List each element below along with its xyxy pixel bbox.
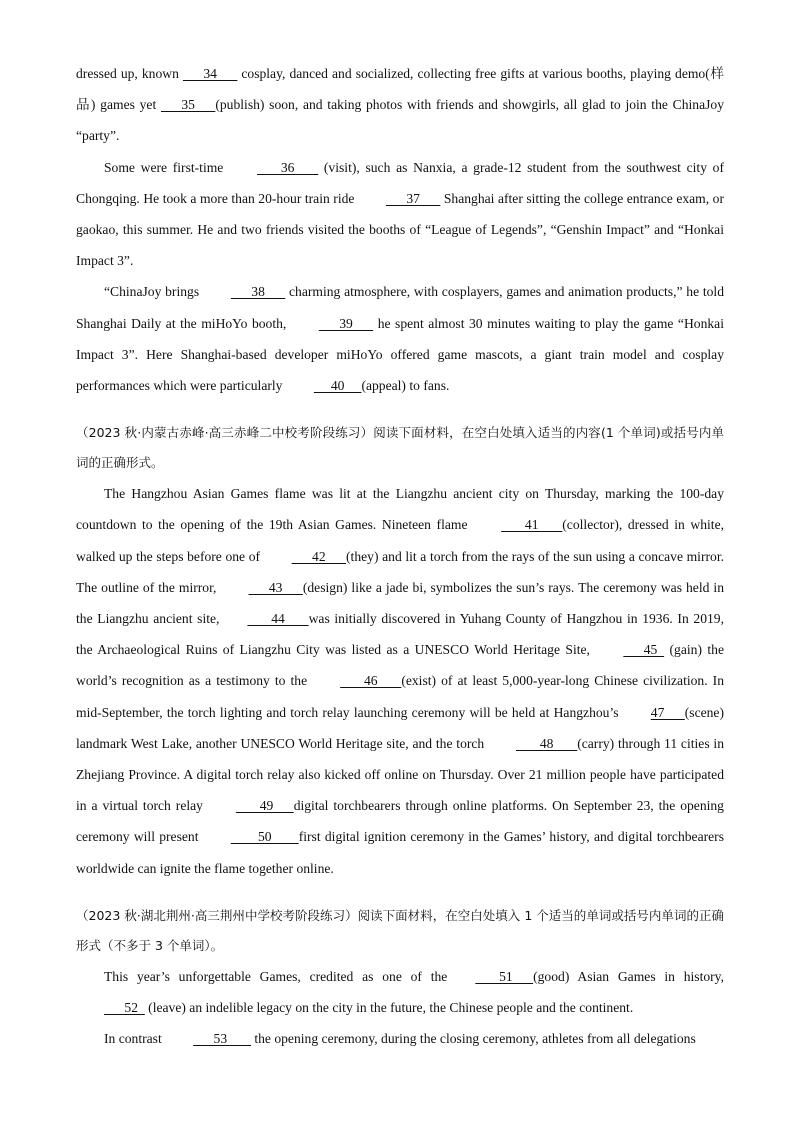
s1-paragraph-3 bbox=[76, 276, 724, 401]
text-run: (design) like a jade bi, symbolizes the sun’s rays. The ceremony was held in the Liangzhu ancient site, bbox=[76, 579, 724, 627]
text-run: (good) Asian Games in history, bbox=[533, 968, 724, 984]
answer-blank[interactable]: 43 bbox=[248, 579, 303, 595]
text-run: was initially discovered in Yuhang County of Hangzhou in 1936. In 2019, the Archaeological Ruins of Liangzhu City was listed as a UNESCO World Heritage Site, bbox=[76, 611, 724, 658]
text-run: the opening ceremony, during the closing ceremony, athletes from all delegations bbox=[250, 1031, 696, 1047]
text-run: he spent almost 30 minutes waiting to play the game “Honkai Impact 3”. Here Shanghai-based developer miHoYo offered game mascots, a giant train model and cosplay performances which were particularly bbox=[76, 315, 724, 394]
section-gap bbox=[76, 884, 724, 901]
text-run: (carry) through 11 cities in Zhejiang Province. A digital torch relay also kicked off online on Thursday. Over 21 million people have participated in a virtual torch relay bbox=[76, 735, 724, 814]
text-run: (they) and lit a torch from the rays of the sun using a concave mirror. The outline of the mirror, bbox=[76, 548, 724, 595]
s1-paragraph-1 bbox=[76, 58, 724, 152]
text-run: cosplay, danced and socialized, collecting free gifts at various booths, playing demo(样品) games yet bbox=[76, 66, 724, 113]
answer-blank[interactable]: 40 bbox=[313, 378, 362, 394]
text-run: Some were first-time bbox=[104, 159, 230, 175]
text-run: charming atmosphere, with cosplayers, games and animation products,” he told Shanghai Daily at the miHoYo booth, bbox=[76, 284, 724, 331]
answer-blank[interactable]: 48 bbox=[516, 735, 578, 751]
text-run: (visit), such as Nanxia, a grade-12 student from the southwest city of Chongqing. He took a more than 20-hour train ride bbox=[76, 159, 724, 206]
answer-blank[interactable]: 49 bbox=[235, 798, 294, 814]
text-run: Shanghai after sitting the college entrance exam, or gaokao, this summer. He and two friends visited the booths of “League of Legends”, “Genshin Impact” and “Honkai Impact 3”. bbox=[76, 190, 724, 269]
text-run: digital torchbearers through online platforms. On September 23, the opening ceremony will present bbox=[76, 798, 724, 845]
text-run: (publish) soon, and taking photos with friends and showgirls, all glad to join the ChinaJoy “party”. bbox=[76, 97, 724, 144]
text-run: In contrast bbox=[104, 1031, 166, 1047]
answer-blank[interactable]: 41 bbox=[501, 517, 563, 533]
answer-blank[interactable]: 47 bbox=[650, 704, 685, 720]
answer-blank[interactable]: 52 bbox=[104, 1000, 145, 1016]
text-run: (leave) an indelible legacy on the city in the future, the Chinese people and the continent. bbox=[144, 1000, 634, 1016]
s1-paragraph-2 bbox=[76, 152, 724, 277]
text-run: (appeal) to fans. bbox=[361, 378, 450, 394]
answer-blank[interactable]: 36 bbox=[257, 159, 319, 175]
answer-blank[interactable]: 35 bbox=[160, 97, 216, 113]
section-gap bbox=[76, 401, 724, 418]
s2-paragraph-1 bbox=[76, 478, 724, 884]
text-run: This year’s unforgettable Games, credited as one of the bbox=[104, 968, 448, 984]
answer-blank[interactable]: 34 bbox=[182, 66, 238, 81]
text-run: dressed up, known bbox=[76, 66, 183, 81]
answer-blank[interactable]: 38 bbox=[230, 284, 286, 300]
text-run: “ChinaJoy brings bbox=[104, 284, 203, 300]
answer-blank[interactable]: 42 bbox=[291, 548, 347, 564]
document-content bbox=[76, 58, 724, 1054]
text-run: first digital ignition ceremony in the Games’ history, and digital torchbearers worldwide can ignite the flame together online. bbox=[76, 829, 724, 876]
answer-blank[interactable]: 45 bbox=[623, 642, 665, 658]
answer-blank[interactable]: 51 bbox=[475, 968, 534, 984]
text-run: The Hangzhou Asian Games flame was lit at the Liangzhu ancient city on Thursday, marking the 100-day countdown to the opening of the 19th Asian Games. Nineteen flame bbox=[76, 486, 724, 533]
text-run: (collector), dressed in white, walked up the steps before one of bbox=[76, 517, 724, 564]
text-run: (exist) of at least 5,000-year-long Chinese civilization. In mid-September, the torch lighting and torch relay launching ceremony will be held at Hangzhou’s bbox=[76, 673, 724, 720]
answer-blank[interactable]: 46 bbox=[340, 673, 402, 689]
answer-blank[interactable]: 53 bbox=[193, 1031, 251, 1047]
s2-exercise-header: （2023 秋·内蒙古赤峰·高三赤峰二中校考阶段练习）阅读下面材料，在空白处填入适当的内容(1 个单词)或括号内单词的正确形式。 bbox=[76, 425, 724, 471]
s3-paragraph-1 bbox=[76, 961, 724, 1023]
answer-blank[interactable]: 37 bbox=[385, 190, 441, 206]
answer-blank[interactable]: 44 bbox=[247, 611, 309, 627]
s3-paragraph-2 bbox=[76, 1023, 724, 1054]
answer-blank[interactable]: 39 bbox=[318, 315, 374, 331]
text-run: (scene) landmark West Lake, another UNESCO World Heritage site, and the torch bbox=[76, 704, 724, 751]
s3-exercise-header: （2023 秋·湖北荆州·高三荆州中学校考阶段练习）阅读下面材料，在空白处填入 1 个适当的单词或括号内单词的正确形式（不多于 3 个单词）。 bbox=[76, 907, 724, 953]
answer-blank[interactable]: 50 bbox=[230, 829, 299, 845]
text-run: (gain) the world’s recognition as a testimony to the bbox=[76, 642, 724, 689]
